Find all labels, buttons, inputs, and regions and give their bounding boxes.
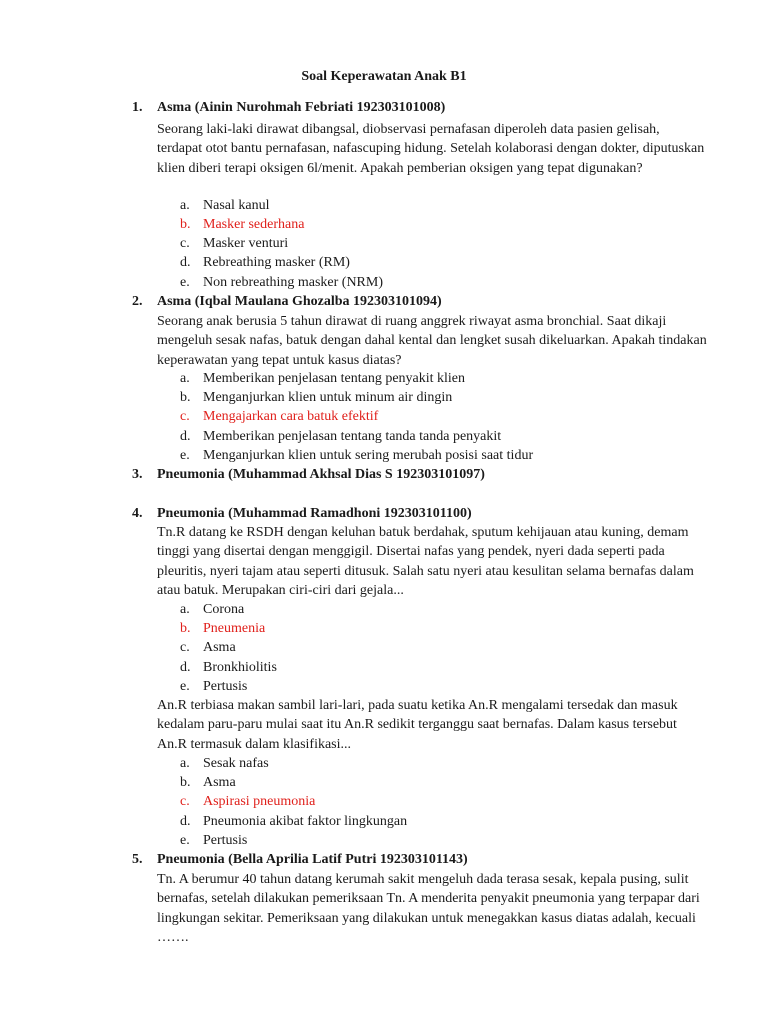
- question-4-text: Tn.R datang ke RSDH dengan keluhan batuk berdahak, sputum kehijauan atau kuning, demam tinggi yang disertai dengan menggigil. Disertai nafas yang pendek, nyeri dada seperti pada pleuritis, nyeri tajam atau seperti ditusuk. Salah satu nyeri atau kesulitan selama bernafas dalam atau batuk. Merupakan ciri-ciri dari gejala...: [157, 525, 694, 598]
- question-title: Asma (Ainin Nurohmah Febriati 192303101008): [157, 100, 446, 115]
- option-2d: d. Memberikan penjelasan tentang tanda tanda penyakit: [180, 429, 502, 444]
- question-4-text-2: An.R terbiasa makan sambil lari-lari, pada suatu ketika An.R mengalami tersedak dan masuk kedalam paru-paru mulai saat itu An.R sedikit terganggu saat bernafas. Dalam kasus tersebut An.R termasuk dalam klasifikasi...: [157, 698, 678, 752]
- option-4b-answer: b. Pneumenia: [180, 621, 266, 636]
- option-4c: c. Asma: [180, 640, 236, 655]
- option-4d: d. Bronkhiolitis: [180, 660, 277, 675]
- option-2c-answer: c. Mengajarkan cara batuk efektif: [180, 409, 379, 424]
- option-1e: e. Non rebreathing masker (NRM): [180, 275, 384, 290]
- question-3-heading: [132, 465, 485, 485]
- question-title: Pneumonia (Muhammad Akhsal Dias S 192303101097): [157, 467, 485, 482]
- question-5-text: Tn. A berumur 40 tahun datang kerumah sakit mengeluh dada terasa sesak, kepala pusing, sulit bernafas, setelah dilakukan pemeriksaan Tn. A menderita penyakit pneumonia yang terpapar dari lingkungan sekitar. Pemeriksaan yang dilakukan untuk menegakkan kasus diatas adalah, kecuali …….: [157, 872, 700, 945]
- question-number: 2.: [132, 294, 143, 309]
- document-title: Soal Keperawatan Anak B1: [301, 69, 467, 84]
- question-number: 5.: [132, 852, 143, 867]
- option-2a: a. Memberikan penjelasan tentang penyakit klien: [180, 371, 466, 386]
- question-4-heading: [132, 504, 472, 524]
- option-2b: b. Menganjurkan klien untuk minum air dingin: [180, 390, 453, 405]
- option-1b-answer: b. Masker sederhana: [180, 217, 305, 232]
- option-4e: e. Pertusis: [180, 679, 248, 694]
- option-4a: a. Corona: [180, 602, 245, 617]
- option-1c: c. Masker venturi: [180, 236, 289, 251]
- option-4-2d: d. Pneumonia akibat faktor lingkungan: [180, 814, 408, 829]
- question-number: 3.: [132, 467, 143, 482]
- question-number: 4.: [132, 506, 143, 521]
- option-1d: d. Rebreathing masker (RM): [180, 255, 350, 270]
- question-5-heading: [132, 850, 468, 870]
- option-4-2b: b. Asma: [180, 775, 236, 790]
- question-title: Asma (Iqbal Maulana Ghozalba 192303101094): [157, 294, 442, 309]
- option-2e: e. Menganjurkan klien untuk sering merubah posisi saat tidur: [180, 448, 534, 463]
- question-title: Pneumonia (Bella Aprilia Latif Putri 192303101143): [157, 852, 468, 867]
- question-1-text: Seorang laki-laki dirawat dibangsal, diobservasi pernafasan diperoleh data pasien gelisah, terdapat otot bantu pernafasan, nafascuping hidung. Setelah kolaborasi dengan dokter, diputuskan klien diberi terapi oksigen 6l/menit. Apakah pemberian oksigen yang tepat digunakan?: [157, 122, 705, 176]
- question-2-heading: [132, 292, 442, 312]
- question-1-heading: [132, 98, 445, 118]
- option-1a: a. Nasal kanul: [180, 198, 270, 213]
- question-2-text: Seorang anak berusia 5 tahun dirawat di ruang anggrek riwayat asma bronchial. Saat dikaji mengeluh sesak nafas, batuk dengan dahal kental dan lengket susah dikeluarkan. Apakah tindakan keperawatan yang tepat untuk kasus diatas?: [157, 314, 707, 368]
- option-4-2e: e. Pertusis: [180, 833, 248, 848]
- question-title: Pneumonia (Muhammad Ramadhoni 192303101100): [157, 506, 472, 521]
- question-number: 1.: [132, 100, 143, 115]
- option-4-2a: a. Sesak nafas: [180, 756, 269, 771]
- option-4-2c-answer: c. Aspirasi pneumonia: [180, 794, 316, 809]
